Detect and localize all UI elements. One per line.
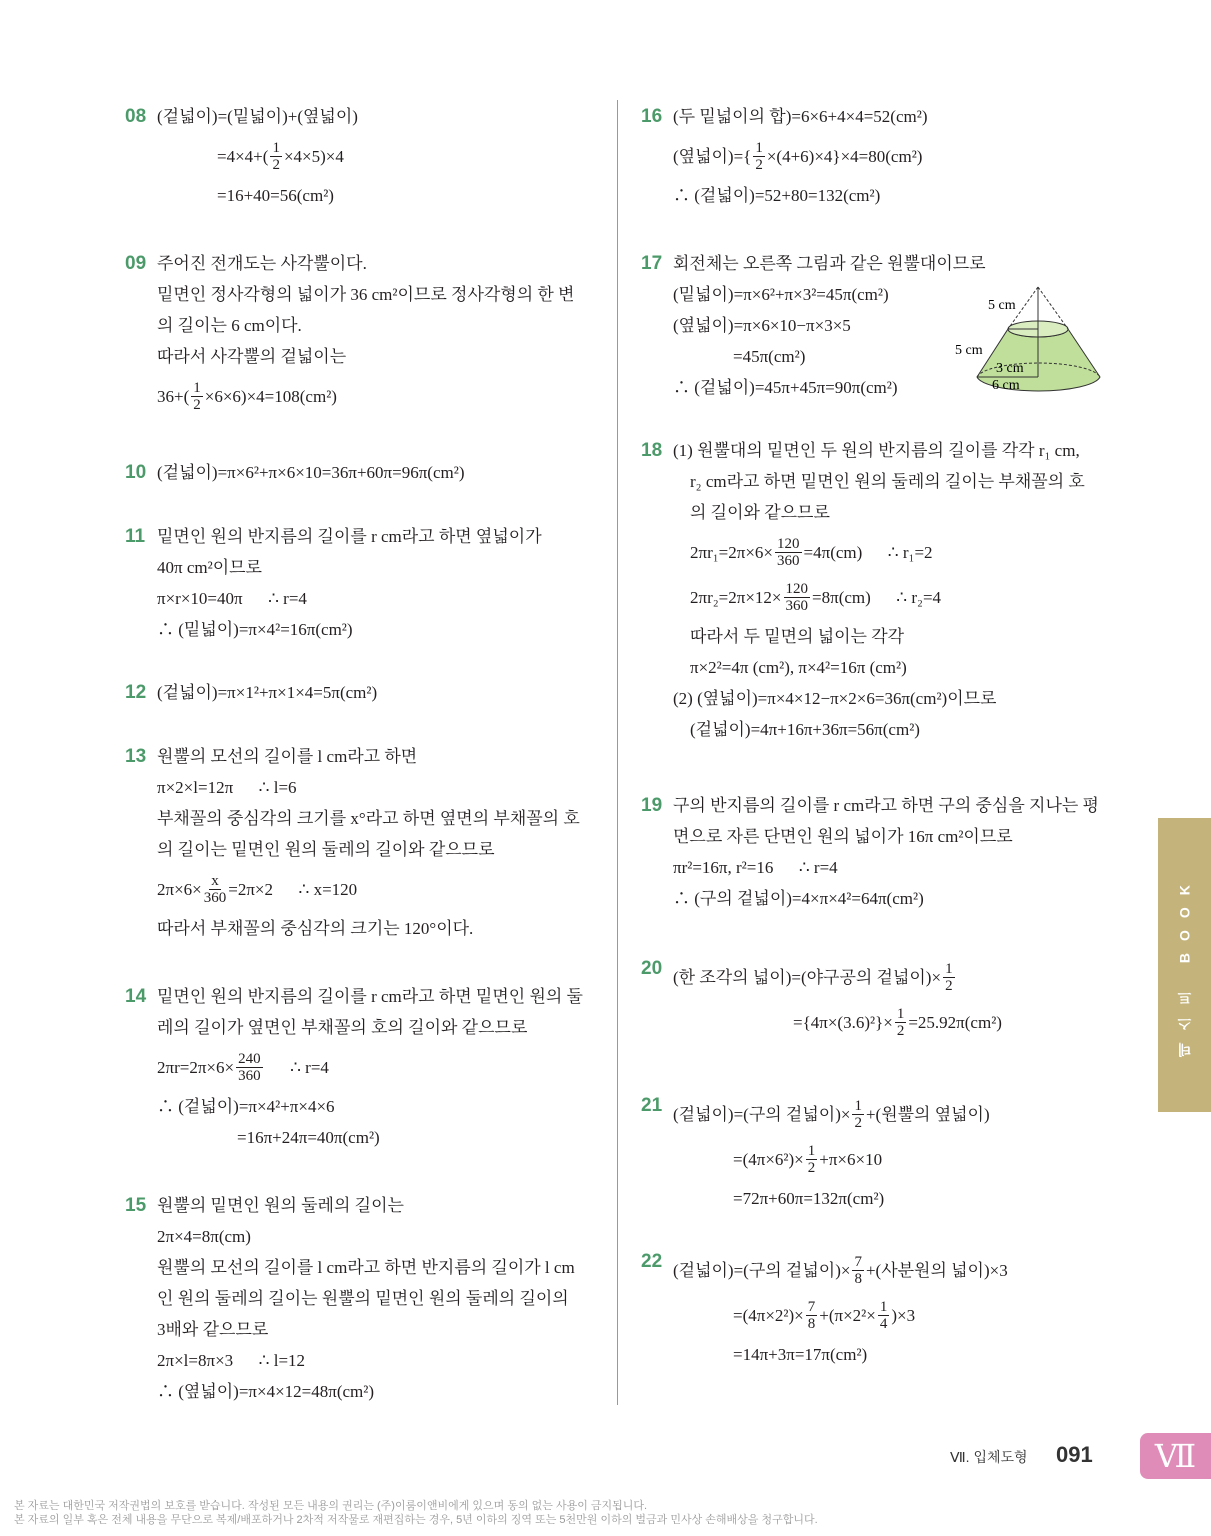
- solution-line: [673, 1249, 1133, 1291]
- problem-20: [641, 953, 1133, 1046]
- text-segment: =4π(cm) ∴ r₁=2: [803, 542, 933, 562]
- numerator: 120: [785, 580, 809, 597]
- fraction: [191, 380, 203, 413]
- solution-line: [157, 1012, 617, 1043]
- solution-line: [157, 1091, 617, 1122]
- solution-line: [157, 1046, 617, 1088]
- solution-line: [157, 1252, 617, 1283]
- slant-lower-label: 5 cm: [955, 343, 983, 358]
- denominator: 360: [777, 552, 800, 569]
- solution-line: [157, 552, 617, 583]
- denominator: 8: [854, 1270, 862, 1287]
- numerator: x: [211, 872, 219, 889]
- solution-line: [157, 135, 617, 177]
- problem-number: 16: [641, 106, 663, 127]
- text-segment: =14π+3π=17π(cm²): [733, 1345, 868, 1364]
- fraction: [775, 536, 802, 569]
- numerator: 1: [854, 1097, 862, 1114]
- copyright-line: 본 자료는 대한민국 저작권법의 보호를 받습니다. 작성된 모든 내용의 권리는 (주)이룸이앤비에게 있으며 동의 없는 사용이 금지됩니다.: [14, 1500, 648, 1512]
- fraction: [236, 1051, 263, 1084]
- text-segment: 2π×6×: [157, 879, 202, 899]
- text-segment: 주어진 전개도는 사각뿔이다.: [157, 254, 367, 273]
- section-title: Ⅶ. 입체도형: [950, 1449, 1028, 1465]
- solution-line: [157, 772, 617, 803]
- text-segment: =8π(cm) ∴ r₂=4: [812, 587, 942, 607]
- solution-line: [673, 714, 1133, 745]
- text-segment: 36+(: [157, 386, 190, 406]
- text-segment: 3배와 같으므로: [157, 1320, 269, 1339]
- text-segment: 밑면인 원의 반지름의 길이를 r cm라고 하면 옆넓이가: [157, 527, 542, 546]
- text-segment: 2πr=2π×6×: [157, 1057, 235, 1077]
- text-segment: ∴ (겉넓이)=45π+45π=90π(cm²): [673, 378, 898, 397]
- text-segment: (두 밑넓이의 합)=6×6+4×4=52(cm²): [673, 107, 928, 126]
- solution-line: [157, 868, 617, 910]
- denominator: 2: [945, 977, 953, 994]
- solution-line: [157, 1345, 617, 1376]
- solution-line: [157, 741, 617, 772]
- text-segment: r₂ cm라고 하면 밑면인 원의 둘레의 길이는 부채꼴의 호: [673, 472, 1085, 491]
- fraction: [878, 1299, 890, 1332]
- top-radius-label: 3 cm: [996, 361, 1024, 376]
- text-segment: π×2²=4π (cm²), π×4²=16π (cm²): [673, 658, 907, 677]
- text-segment: 따라서 사각뿔의 겉넓이는: [157, 347, 347, 366]
- side-tab-test-book: 테스트 BOOK: [1158, 818, 1211, 1112]
- solution-line: [157, 803, 617, 834]
- solution-line: [673, 1001, 1133, 1043]
- denominator: 2: [896, 1022, 905, 1039]
- problem-number: 10: [125, 462, 147, 483]
- solution-line: [673, 1138, 1133, 1180]
- solution-line: [673, 1339, 1133, 1370]
- solution-line: [157, 583, 617, 614]
- solution-line: [157, 1283, 617, 1314]
- solution-line: [673, 135, 1133, 177]
- fraction: [806, 1143, 818, 1176]
- text-segment: 회전체는 오른쪽 그림과 같은 원뿔대이므로: [673, 254, 986, 273]
- text-segment: =72π+60π=132π(cm²): [733, 1189, 885, 1208]
- numerator: 1: [896, 1005, 905, 1022]
- solution-line: [673, 652, 1133, 683]
- solution-line: [673, 435, 1133, 466]
- solution-line: [673, 248, 1133, 279]
- problem-number: 22: [641, 1251, 663, 1272]
- text-segment: =2π×2 ∴ x=120: [228, 879, 358, 899]
- text-segment: +π×6×10: [819, 1149, 883, 1169]
- solution-line: [673, 497, 1133, 528]
- solution-line: [673, 180, 1133, 211]
- problem-number: 12: [125, 682, 147, 703]
- problem-number: 15: [125, 1195, 147, 1216]
- text-segment: 밑면인 원의 반지름의 길이를 r cm라고 하면 밑면인 원의 둘: [157, 987, 583, 1006]
- solution-line: [157, 1122, 617, 1153]
- problem-11: [125, 521, 617, 645]
- solution-line: [157, 521, 617, 552]
- solution-line: [673, 1093, 1133, 1135]
- denominator: 360: [785, 597, 809, 614]
- problem-number: 17: [641, 253, 663, 274]
- solution-line: [673, 1183, 1133, 1214]
- solution-line: [673, 1294, 1133, 1336]
- text-segment: 레의 길이가 옆면인 부채꼴의 호의 길이와 같으므로: [157, 1018, 528, 1037]
- text-segment: ×6×6)×4=108(cm²): [204, 386, 337, 406]
- numerator: 7: [854, 1253, 862, 1270]
- text-segment: 부채꼴의 중심각의 크기를 x°라고 하면 옆면의 부채꼴의 호: [157, 809, 580, 828]
- solution-line: [157, 1376, 617, 1407]
- text-segment: πr²=16π, r²=16 ∴ r=4: [673, 858, 838, 877]
- solution-line: [157, 248, 617, 279]
- numerator: 240: [238, 1050, 261, 1067]
- text-segment: 원뿔의 모선의 길이를 l cm라고 하면 반지름의 길이가 l cm: [157, 1258, 575, 1277]
- solution-line: [673, 531, 1133, 573]
- denominator: 2: [755, 156, 763, 173]
- problem-18: [641, 435, 1133, 745]
- solution-line: [157, 279, 617, 310]
- text-segment: =4×4+(: [217, 146, 269, 166]
- fraction: [852, 1098, 864, 1131]
- frustum-figure: [950, 282, 1115, 402]
- problem-09: [125, 248, 617, 420]
- problem-number: 08: [125, 106, 147, 127]
- solution-line: [157, 1314, 617, 1345]
- solution-line: [157, 834, 617, 865]
- solution-line: [673, 883, 1133, 914]
- numerator: 120: [777, 535, 800, 552]
- solution-line: [157, 101, 617, 132]
- denominator: 8: [807, 1315, 816, 1332]
- problem-number: 09: [125, 253, 147, 274]
- denominator: 360: [203, 889, 227, 906]
- solution-line: [673, 621, 1133, 652]
- text-segment: =25.92π(cm²): [908, 1012, 1002, 1032]
- text-segment: ×(4+6)×4}×4=80(cm²): [766, 146, 923, 166]
- solution-line: [673, 576, 1133, 618]
- solution-line: [673, 683, 1133, 714]
- problem-14: [125, 981, 617, 1153]
- text-segment: =45π(cm²): [733, 347, 806, 366]
- numerator: 1: [945, 960, 953, 977]
- numerator: 1: [807, 1142, 816, 1159]
- text-segment: ∴ (겉넓이)=52+80=132(cm²): [673, 186, 881, 205]
- problem-19: [641, 790, 1133, 914]
- solution-line: [673, 790, 1133, 821]
- chapter-tab: Ⅶ: [1140, 1433, 1211, 1479]
- text-segment: =(4π×6²)×: [733, 1149, 804, 1169]
- problem-12: [125, 677, 617, 708]
- copyright-line: 본 자료의 일부 혹은 전체 내용을 무단으로 복제/배포하거나 2차적 저작물로 재편집하는 경우, 5년 이하의 징역 또는 5천만원 이하의 벌금과 민사상 손해배상을 청구합니다.: [14, 1514, 818, 1526]
- solution-line: [673, 956, 1133, 998]
- text-segment: (겉넓이)=4π+16π+36π=56π(cm²): [673, 720, 920, 739]
- numerator: 1: [272, 139, 280, 156]
- solution-line: [157, 310, 617, 341]
- solution-line: [157, 981, 617, 1012]
- problem-number: 20: [641, 958, 663, 979]
- text-segment: (2) (옆넓이)=π×4×12−π×2×6=36π(cm²)이므로: [673, 689, 997, 708]
- text-segment: 의 길이는 6 cm이다.: [157, 316, 302, 335]
- solution-line: [157, 375, 617, 417]
- fraction: [270, 140, 282, 173]
- problem-number: 21: [641, 1095, 663, 1116]
- denominator: 2: [854, 1114, 862, 1131]
- text-segment: 40π cm²이므로: [157, 558, 262, 577]
- text-segment: 원뿔의 모선의 길이를 l cm라고 하면: [157, 747, 418, 766]
- text-segment: (겉넓이)=(구의 겉넓이)×: [673, 1104, 851, 1124]
- text-segment: 밑면인 정사각형의 넓이가 36 cm²이므로 정사각형의 한 변: [157, 285, 575, 304]
- text-segment: (1) 원뿔대의 밑면인 두 원의 반지름의 길이를 각각 r₁ cm,: [673, 441, 1080, 460]
- text-segment: (겉넓이)=π×1²+π×1×4=5π(cm²): [157, 683, 378, 702]
- problem-number: 11: [125, 526, 146, 547]
- text-segment: (겉넓이)=π×6²+π×6×10=36π+60π=96π(cm²): [157, 463, 465, 482]
- text-segment: 의 길이와 같으므로: [673, 503, 830, 522]
- solution-line: [157, 913, 617, 944]
- fraction: [784, 581, 811, 614]
- text-segment: 면으로 자른 단면인 원의 넓이가 16π cm²이므로: [673, 827, 1013, 846]
- denominator: 4: [879, 1315, 888, 1332]
- text-segment: ∴ (밑넓이)=π×4²=16π(cm²): [157, 620, 353, 639]
- denominator: 2: [807, 1159, 816, 1176]
- text-segment: +(π×2²×: [819, 1305, 876, 1325]
- solution-line: [157, 677, 617, 708]
- text-segment: (밑넓이)=π×6²+π×3²=45π(cm²): [673, 285, 889, 304]
- solution-line: [673, 821, 1133, 852]
- solution-line: [673, 101, 1133, 132]
- problem-16: [641, 101, 1133, 211]
- fraction: [204, 873, 227, 906]
- numerator: 1: [755, 139, 763, 156]
- page-number: 091: [1056, 1442, 1093, 1467]
- text-segment: +(사분원의 넓이)×3: [865, 1260, 1008, 1280]
- column-divider: [617, 100, 618, 1405]
- numerator: 1: [879, 1298, 888, 1315]
- fraction: [895, 1006, 907, 1039]
- problem-22: [641, 1246, 1133, 1370]
- text-segment: ∴ (겉넓이)=π×4²+π×4×6: [157, 1097, 335, 1116]
- solution-line: [157, 180, 617, 211]
- problem-21: [641, 1090, 1133, 1214]
- solution-line: [157, 341, 617, 372]
- text-segment: 원뿔의 밑면인 원의 둘레의 길이는: [157, 1196, 404, 1215]
- text-segment: (겉넓이)=(밑넓이)+(옆넓이): [157, 107, 358, 126]
- solution-line: [673, 466, 1133, 497]
- denominator: 2: [193, 396, 201, 413]
- problem-10: [125, 457, 617, 488]
- solution-line: [157, 457, 617, 488]
- problem-number: 13: [125, 746, 147, 767]
- problem-number: 18: [641, 440, 663, 461]
- text-segment: (옆넓이)={: [673, 146, 752, 166]
- denominator: 360: [238, 1067, 261, 1084]
- problem-number: 14: [125, 986, 147, 1007]
- text-segment: 따라서 두 밑면의 넓이는 각각: [673, 627, 905, 646]
- slant-upper-label: 5 cm: [988, 298, 1016, 313]
- text-segment: π×r×10=40π ∴ r=4: [157, 589, 307, 608]
- text-segment: =16π+24π=40π(cm²): [237, 1128, 380, 1147]
- solution-line: [157, 1221, 617, 1252]
- fraction: [753, 140, 765, 173]
- fraction: [806, 1299, 818, 1332]
- text-segment: +(원뿔의 옆넓이): [865, 1104, 990, 1124]
- text-segment: =16+40=56(cm²): [217, 186, 334, 205]
- text-segment: =(4π×2²)×: [733, 1305, 804, 1325]
- numerator: 1: [193, 379, 201, 396]
- text-segment: 인 원의 둘레의 길이는 원뿔의 밑면인 원의 둘레의 길이의: [157, 1289, 569, 1308]
- text-segment: 2π×l=8π×3 ∴ l=12: [157, 1351, 306, 1370]
- solution-line: [157, 614, 617, 645]
- text-segment: 구의 반지름의 길이를 r cm라고 하면 구의 중심을 지나는 평: [673, 796, 1099, 815]
- text-segment: (한 조각의 넓이)=(야구공의 겉넓이)×: [673, 967, 942, 987]
- problem-08: [125, 101, 617, 211]
- solution-line: [673, 852, 1133, 883]
- text-segment: (옆넓이)=π×6×10−π×3×5: [673, 316, 851, 335]
- text-segment: 2πr₂=2π×12×: [673, 587, 782, 607]
- denominator: 2: [272, 156, 280, 173]
- problem-15: [125, 1190, 617, 1407]
- solution-line: [157, 1190, 617, 1221]
- text-segment: 의 길이는 밑면인 원의 둘레의 길이와 같으므로: [157, 840, 495, 859]
- text-segment: 2πr₁=2π×6×: [673, 542, 774, 562]
- text-segment: 2π×4=8π(cm): [157, 1227, 251, 1246]
- fraction: [943, 961, 955, 994]
- problem-13: [125, 741, 617, 944]
- text-segment: ×4×5)×4: [283, 146, 344, 166]
- text-segment: ={4π×(3.6)²}×: [793, 1012, 893, 1032]
- bottom-radius-label: 6 cm: [992, 378, 1020, 393]
- text-segment: ∴ r=4: [264, 1057, 329, 1077]
- text-segment: ∴ (옆넓이)=π×4×12=48π(cm²): [157, 1382, 375, 1401]
- text-segment: )×3: [891, 1305, 916, 1325]
- text-segment: ∴ (구의 겉넓이)=4×π×4²=64π(cm²): [673, 889, 924, 908]
- problem-number: 19: [641, 795, 663, 816]
- fraction: [852, 1254, 864, 1287]
- text-segment: (겉넓이)=(구의 겉넓이)×: [673, 1260, 851, 1280]
- text-segment: 따라서 부채꼴의 중심각의 크기는 120°이다.: [157, 919, 474, 938]
- text-segment: π×2×l=12π ∴ l=6: [157, 778, 297, 797]
- numerator: 7: [807, 1298, 816, 1315]
